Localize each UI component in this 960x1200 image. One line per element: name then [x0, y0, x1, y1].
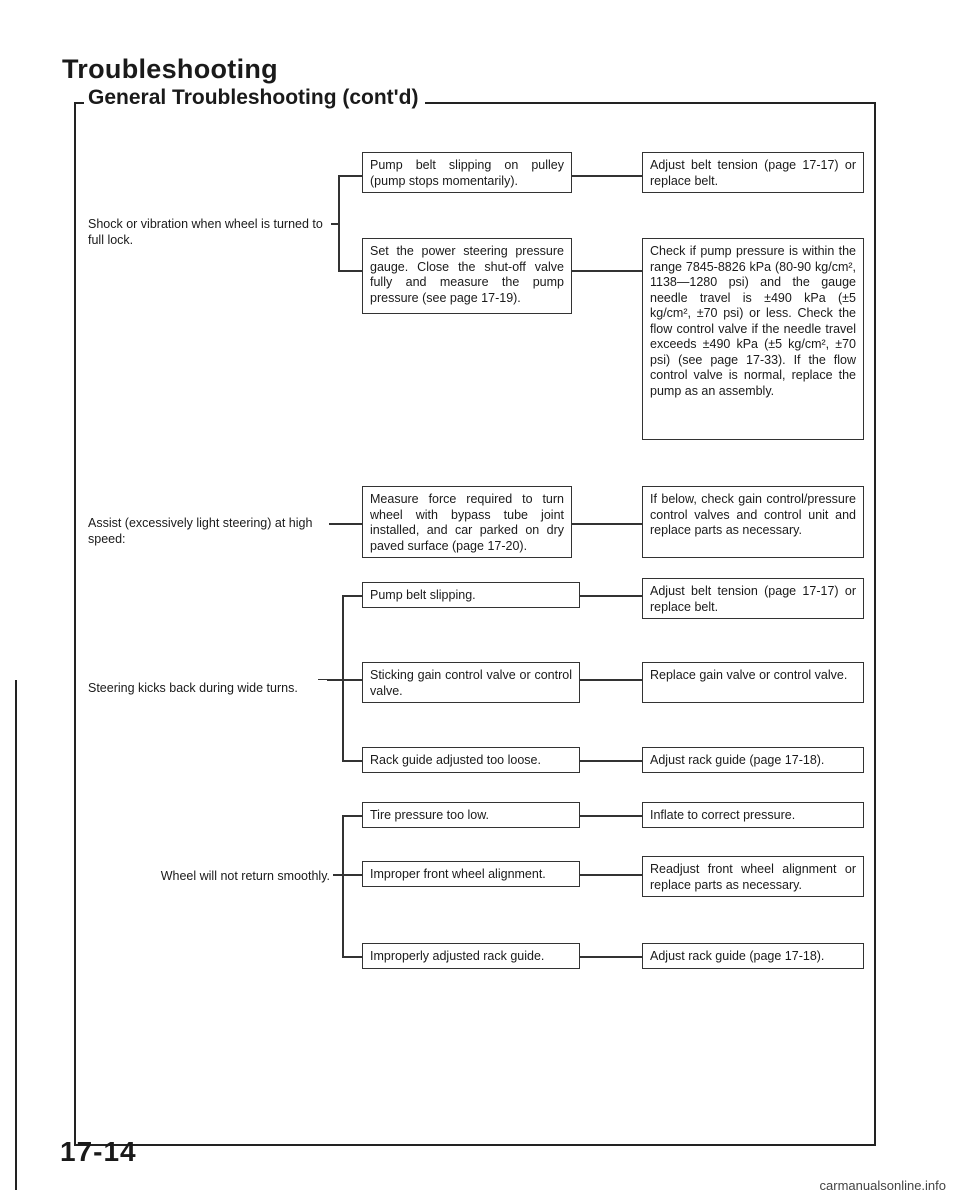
cause-box: Measure force required to turn wheel with bypass tube joint installed, and car parked on dry paved surface (page 17-20). — [362, 486, 572, 558]
connector-remedy — [580, 760, 642, 762]
remedy-box: If below, check gain control/pressure control valves and control unit and replace parts as necessary. — [642, 486, 864, 558]
cause-box: Improper front wheel alignment. — [362, 861, 580, 887]
connector-remedy — [572, 175, 642, 177]
section-title: General Troubleshooting (cont'd) — [84, 86, 425, 110]
connector-cause — [342, 956, 362, 958]
connector-remedy — [580, 956, 642, 958]
connector-remedy — [572, 270, 642, 272]
page-edge-rule — [15, 680, 17, 1190]
connector-remedy — [572, 523, 642, 525]
symptom-shock-vibration: Shock or vibration when wheel is turned to full lock. — [88, 216, 331, 248]
connector-vertical — [342, 595, 344, 761]
cause-box: Tire pressure too low. — [362, 802, 580, 828]
symptom-kickback: Steering kicks back during wide turns. — [88, 680, 327, 696]
connector-cause — [342, 760, 362, 762]
remedy-box: Readjust front wheel alignment or replace parts as necessary. — [642, 856, 864, 897]
symptom-assist-high-speed: Assist (excessively light steering) at high speed: — [88, 515, 329, 547]
page-title: Troubleshooting — [62, 54, 278, 84]
remedy-box: Adjust belt tension (page 17-17) or replace belt. — [642, 578, 864, 619]
connector-remedy — [580, 874, 642, 876]
connector-cause — [338, 175, 362, 177]
connector-cause — [342, 679, 362, 681]
cause-box: Sticking gain control valve or control valve. — [362, 662, 580, 703]
connector-remedy — [580, 679, 642, 681]
cause-box: Set the power steering pressure gauge. Close the shut-off valve fully and measure the pump pressure (see page 17-19). — [362, 238, 572, 314]
connector-cause — [342, 815, 362, 817]
remedy-box: Adjust rack guide (page 17-18). — [642, 747, 864, 773]
connector-cause — [342, 874, 362, 876]
cause-box: Rack guide adjusted too loose. — [362, 747, 580, 773]
remedy-box: Check if pump pressure is within the range 7845-8826 kPa (80-90 kg/cm², 1138—1280 psi) and the gauge needle travel is ±490 kPa (±5 kg/cm², ±70 psi) or less. Check the flow control valve if the needle travel exceeds ±490 kPa (±5 kg/cm², ±70 psi) (see page 17-33). If the flow control valve is normal, replace the pump as an assembly. — [642, 238, 864, 440]
cause-box: Pump belt slipping on pulley (pump stops momentarily). — [362, 152, 572, 193]
remedy-box: Adjust belt tension (page 17-17) or replace belt. — [642, 152, 864, 193]
symptom-no-return: Wheel will not return smoothly. — [120, 868, 333, 884]
cause-box: Pump belt slipping. — [362, 582, 580, 608]
watermark: carmanualsonline.info — [819, 1178, 946, 1193]
connector-cause — [338, 270, 362, 272]
remedy-box: Inflate to correct pressure. — [642, 802, 864, 828]
connector-remedy — [580, 595, 642, 597]
remedy-box: Adjust rack guide (page 17-18). — [642, 943, 864, 969]
connector-cause — [342, 595, 362, 597]
page-number: 17-14 — [60, 1136, 137, 1167]
connector-remedy — [580, 815, 642, 817]
cause-box: Improperly adjusted rack guide. — [362, 943, 580, 969]
remedy-box: Replace gain valve or control valve. — [642, 662, 864, 703]
connector-vertical — [342, 815, 344, 957]
